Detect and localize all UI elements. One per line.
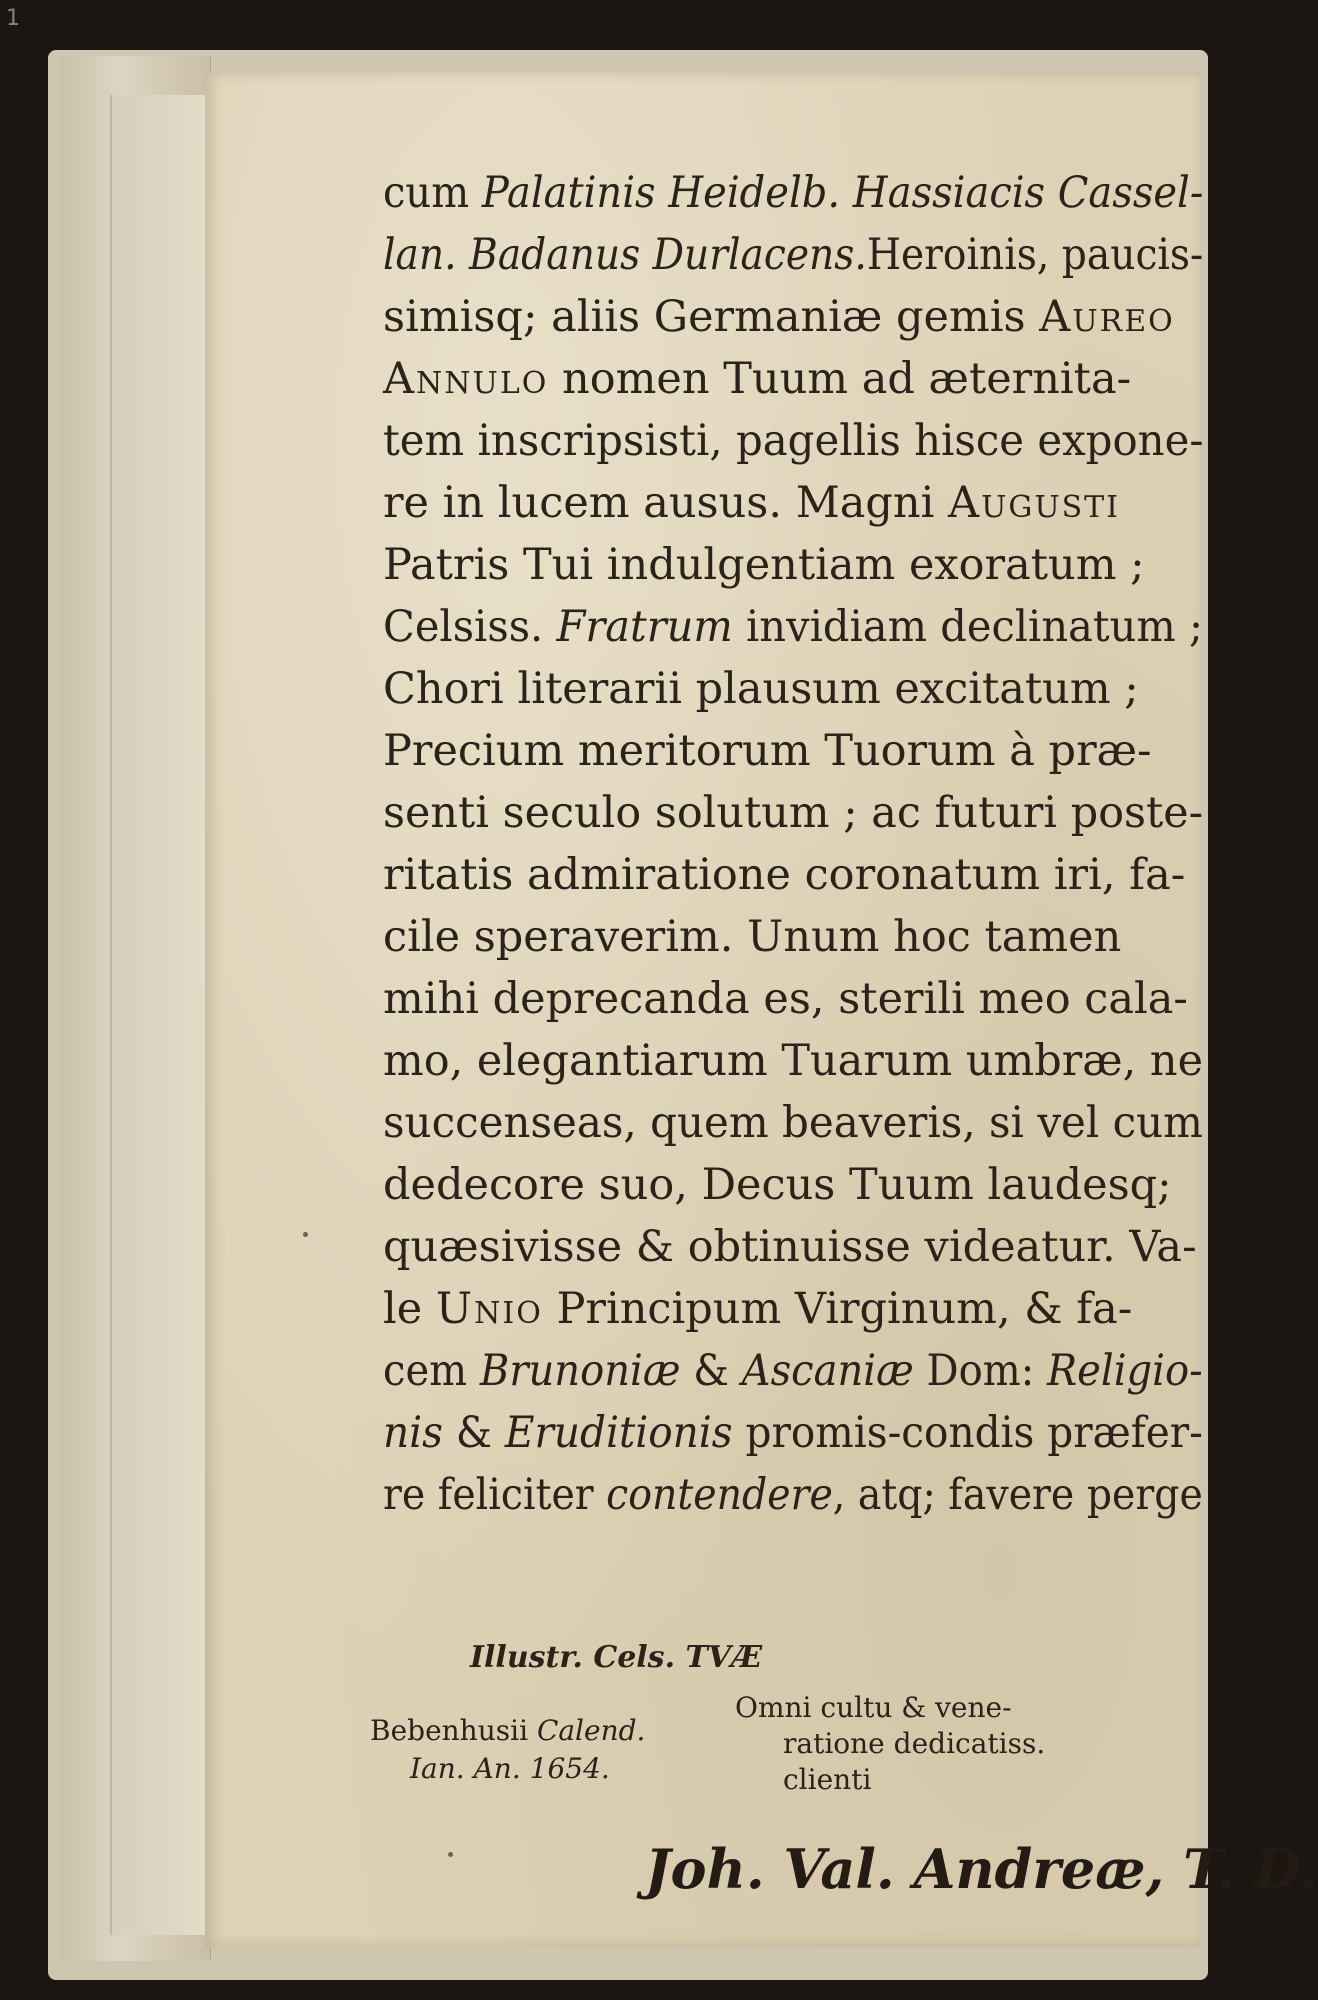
text-segment: Aureo — [1039, 292, 1175, 342]
text-segment: simisq; aliis Germaniæ gemis — [383, 292, 1040, 342]
closing-salutation: Illustr. Cels. TVÆ — [470, 1640, 763, 1675]
text-segment: & — [442, 1408, 505, 1458]
text-line — [383, 224, 1204, 286]
text-line — [383, 844, 1203, 906]
text-segment: succenseas, quem beaveris, si vel cum — [383, 1098, 1203, 1148]
text-line — [383, 720, 1203, 782]
text-line — [383, 534, 1203, 596]
book-page — [205, 72, 1318, 1947]
text-segment: le — [383, 1284, 436, 1334]
text-line — [383, 658, 1203, 720]
text-segment: tem inscripsisti, pagellis hisce expone- — [383, 416, 1204, 466]
text-segment: Principum Virginum, & fa- — [542, 1284, 1133, 1334]
text-line — [383, 348, 1203, 410]
text-segment: Augusti — [948, 478, 1121, 528]
ink-speck — [448, 1852, 453, 1857]
text-segment: Palatinis Heidelb. Hassiacis Cassel- — [481, 168, 1204, 218]
text-segment: Religio- — [1046, 1346, 1203, 1396]
text-segment: Unio — [435, 1284, 543, 1334]
text-segment: mo, elegantiarum Tuarum umbræ, ne — [383, 1036, 1204, 1086]
text-line — [383, 1402, 1203, 1464]
text-segment: Heroinis, paucis- — [866, 230, 1204, 280]
text-segment: promis-condis præfer- — [732, 1408, 1203, 1458]
text-segment: invidiam declinatum ; — [732, 602, 1204, 652]
text-segment: Precium meritorum Tuorum à præ- — [383, 726, 1152, 776]
text-segment: mihi deprecanda es, sterili meo cala- — [383, 974, 1188, 1024]
text-segment: Patris Tui indulgentiam exoratum ; — [383, 540, 1145, 590]
text-segment: cile speraverim. Unum hoc tamen — [383, 912, 1122, 962]
text-line — [383, 1092, 1203, 1154]
text-segment: nomen Tuum ad æternita- — [548, 354, 1132, 404]
text-line — [383, 1030, 1202, 1092]
text-segment: Brunoniæ — [479, 1346, 681, 1396]
dedication-line-1: Omni cultu & vene- — [735, 1691, 1012, 1724]
text-segment: cum — [383, 168, 482, 218]
text-segment: Celsiss. — [383, 602, 557, 652]
text-segment: ritatis admiratione coronatum iri, fa- — [383, 850, 1186, 900]
text-line — [383, 1278, 1203, 1340]
text-line — [383, 596, 1204, 658]
text-segment: dedecore suo, Decus Tuum laudesq; — [383, 1160, 1172, 1210]
dedication — [735, 1690, 1045, 1798]
text-line — [383, 968, 1203, 1030]
text-segment: senti seculo solutum ; ac futuri poste- — [383, 788, 1204, 838]
text-line — [383, 162, 1204, 224]
text-line — [383, 1340, 1203, 1402]
text-segment: & — [680, 1346, 742, 1396]
text-line — [383, 1154, 1203, 1216]
text-segment: contendere — [606, 1470, 833, 1520]
text-segment: cem — [383, 1346, 480, 1396]
text-line — [383, 1216, 1203, 1278]
frame-number: 1 — [6, 6, 20, 31]
text-line — [383, 472, 1203, 534]
place: Bebenhusii — [370, 1714, 529, 1747]
text-line — [383, 286, 1203, 348]
text-segment: quæsivisse & obtinuisse videatur. Va- — [383, 1222, 1197, 1272]
cover-fold — [110, 95, 209, 1935]
text-segment: Eruditionis — [504, 1408, 733, 1458]
dedication-line-3: clienti — [783, 1763, 872, 1796]
dedication-line-2: ratione dedicatiss. — [783, 1727, 1046, 1760]
text-line — [383, 410, 1204, 472]
text-segment: Annulo — [383, 354, 549, 404]
text-segment: Chori literarii plausum excitatum ; — [383, 664, 1139, 714]
text-segment: Ascaniæ — [741, 1346, 914, 1396]
date-year: Ian. An. 1654. — [410, 1752, 610, 1785]
date-calend: Calend. — [536, 1714, 646, 1747]
text-segment: Fratrum — [556, 602, 733, 652]
body-text — [383, 162, 1203, 1526]
ink-speck — [303, 1232, 308, 1237]
place-date — [370, 1712, 645, 1788]
text-segment: lan. Badanus Durlacens. — [383, 230, 867, 280]
text-segment: re in lucem ausus. Magni — [383, 478, 949, 528]
author-signature: Joh. Val. Andreæ, T. D. — [645, 1837, 1318, 1901]
text-segment: nis — [383, 1408, 443, 1458]
text-line — [383, 906, 1203, 968]
text-segment: re feliciter — [383, 1470, 607, 1520]
text-line — [383, 782, 1204, 844]
text-segment: Dom: — [913, 1346, 1047, 1396]
text-line — [383, 1464, 1203, 1526]
text-segment: , atq; favere perge — [832, 1470, 1203, 1520]
